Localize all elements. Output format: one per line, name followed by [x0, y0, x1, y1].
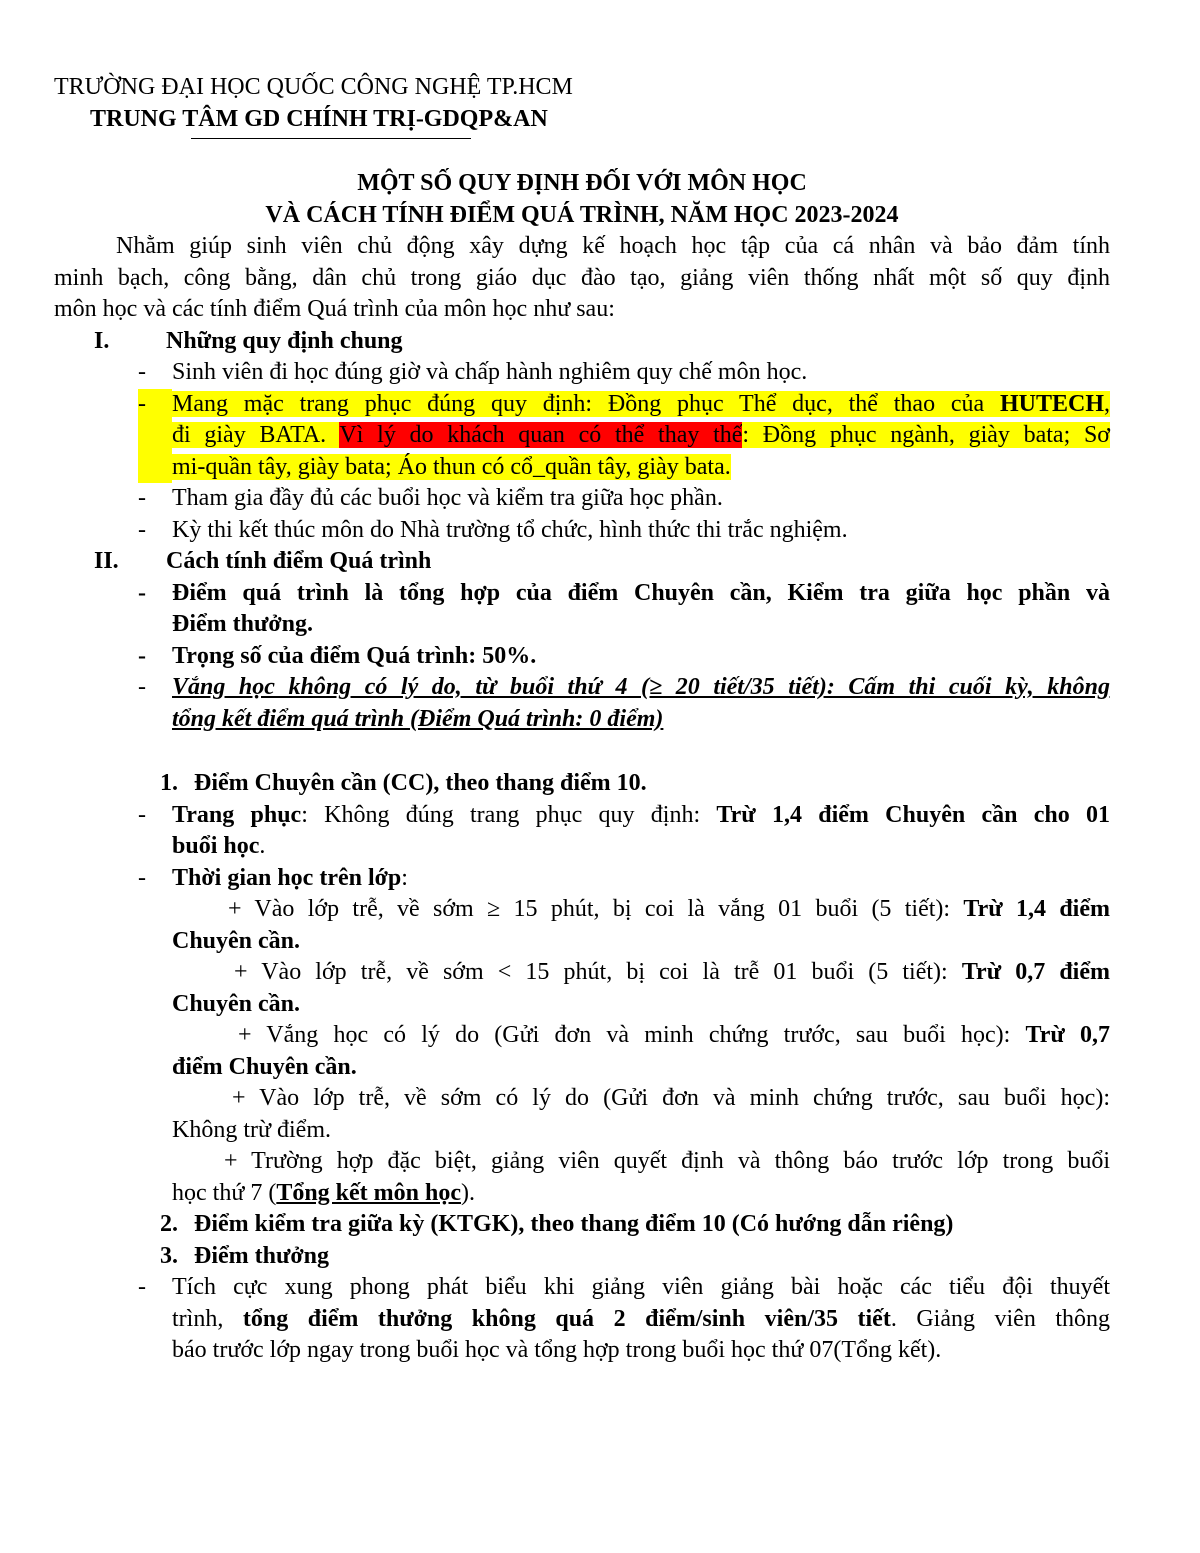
dash-bullet: -: [138, 1274, 146, 1300]
item-number: 2.: [160, 1211, 178, 1237]
list-item-body: [172, 863, 1110, 895]
bold-run: Trừ 1,4 điểm: [963, 896, 1110, 922]
numbered-heading-1: [54, 768, 1110, 800]
list-item-warning: [54, 672, 1110, 735]
dash-bullet: -: [138, 642, 146, 669]
text-line: báo trước lớp ngay trong buổi học và tổng hợp trong buổi học thứ 07(Tổng kết).: [172, 1337, 942, 1363]
text-run: đi giày BATA.: [172, 422, 340, 448]
item-title: Điểm Chuyên cần (CC), theo thang điểm 10.: [194, 770, 647, 796]
red-highlight: Vì lý do khách quan có thể thay thế: [339, 422, 743, 448]
list-item: [54, 515, 1110, 547]
bold-underline-run: Tổng kết môn học: [276, 1179, 462, 1206]
bold-run: tổng điểm thưởng không quá 2 điểm/sinh viên/35 tiết: [242, 1305, 891, 1332]
numbered-heading-2: [54, 1209, 1110, 1241]
dash-bullet: -: [138, 359, 146, 385]
text-line: Điểm quá trình là tổng hợp của điểm Chuyên cần, Kiểm tra giữa học phần và: [172, 579, 1110, 606]
rule-entry: [54, 1146, 1110, 1209]
list-item-body: [172, 800, 1110, 863]
list-item-text: Kỳ thi kết thúc môn do Nhà trường tổ chức, hình thức thi trắc nghiệm.: [172, 516, 848, 543]
rule-entry: [54, 894, 1110, 957]
bold-run: buổi học: [172, 833, 260, 859]
section-number: I.: [94, 327, 110, 354]
list-item-text: Trọng số của điểm Quá trình: 50%.: [172, 642, 537, 669]
text-line: + Vào lớp trễ, về sớm có lý do (Gửi đơn và minh chứng trước, sau buổi học):: [232, 1085, 1110, 1111]
bold-run: Trừ 0,7: [1025, 1022, 1111, 1048]
dash-bullet: -: [138, 864, 146, 891]
list-item-body: [172, 389, 1110, 484]
text-run: + Vào lớp trễ, về sớm ≥ 15 phút, bị coi là vắng 01 buổi (5 tiết):: [228, 896, 964, 922]
intro-paragraph: [54, 231, 1110, 326]
text-run: + Vào lớp trễ, về sớm < 15 phút, bị coi là trễ 01 buổi (5 tiết):: [234, 959, 962, 985]
brand-name: HUTECH: [999, 390, 1104, 417]
label-run: Thời gian học trên lớp: [172, 864, 402, 891]
section-title: Cách tính điểm Quá trình: [166, 548, 432, 574]
rule-entry: [54, 1083, 1110, 1146]
bold-run: Trừ 1,4 điểm Chuyên cần cho 01: [716, 801, 1111, 828]
text-line: [172, 1178, 1110, 1210]
list-item: [54, 483, 1110, 515]
section-title: Những quy định chung: [166, 327, 403, 354]
text-line: Điểm thưởng.: [172, 611, 314, 637]
list-item: [54, 357, 1110, 389]
bold-run: Trừ 0,7 điểm: [961, 959, 1110, 985]
text-line: + Trường hợp đặc biệt, giảng viên quyết định và thông báo trước lớp trong buổi: [224, 1148, 1110, 1174]
section-heading-1: [54, 326, 1110, 358]
text-line: [172, 957, 1110, 989]
text-line: Không trừ điểm.: [172, 1116, 331, 1143]
list-item: [54, 578, 1110, 641]
list-item-attire: [54, 800, 1110, 863]
text-run: mi-quần tây, giày bata; Áo thun có cổ_quần tây, giày bata.: [172, 453, 731, 480]
rule-entry: [54, 1020, 1110, 1083]
text-line: [172, 894, 1110, 926]
center-name-text: TRUNG TÂM GD CHÍNH TRỊ-GDQP&AN: [90, 105, 548, 132]
text-run: :: [401, 864, 408, 891]
list-item-body: [172, 1272, 1110, 1367]
text-line: Tích cực xung phong phát biểu khi giảng viên giảng bài hoặc các tiểu đội thuyết: [172, 1274, 1110, 1300]
text-line: [172, 420, 1110, 452]
intro-line: môn học và các tính điểm Quá trình của môn học như sau:: [54, 296, 615, 322]
list-item-highlighted: [54, 389, 1110, 484]
list-item-text: Sinh viên đi học đúng giờ và chấp hành nghiêm quy chế môn học.: [172, 359, 808, 385]
text-run: Mang mặc trang phục đúng quy định: Đồng phục Thể dục, thể thao của: [172, 390, 1000, 417]
section-heading-2: [54, 546, 1110, 578]
item-number: 1.: [160, 770, 178, 796]
text-run: .: [259, 833, 266, 859]
label-run: Trang phục: [172, 801, 302, 828]
text-line: [172, 452, 1110, 484]
text-line: điểm Chuyên cần.: [172, 1053, 357, 1080]
list-item-text: Tham gia đầy đủ các buổi học và kiểm tra giữa học phần.: [172, 485, 723, 511]
text-line: [172, 389, 1110, 421]
intro-line: minh bạch, công bằng, dân chủ trong giáo dục đào tạo, giảng viên thống nhất một số quy định: [54, 264, 1110, 291]
dash-bullet: -: [138, 485, 146, 511]
doc-title-line1: MỘT SỐ QUY ĐỊNH ĐỐI VỚI MÔN HỌC: [357, 170, 807, 196]
header-underline: [191, 138, 471, 140]
dash-bullet: -: [138, 579, 146, 606]
text-run: trình,: [172, 1305, 243, 1332]
text-run: . Giảng viên thông: [890, 1305, 1111, 1332]
item-title: Điểm kiểm tra giữa kỳ (KTGK), theo thang điểm 10 (Có hướng dẫn riêng): [194, 1211, 954, 1237]
item-title: Điểm thưởng: [194, 1242, 330, 1269]
text-run: ).: [461, 1179, 476, 1206]
list-item-body: [172, 578, 1110, 641]
center-name: [54, 104, 548, 136]
list-item-body: [172, 672, 1110, 735]
intro-line: Nhằm giúp sinh viên chủ động xây dựng kế hoạch học tập của cá nhân và bảo đảm tính: [116, 233, 1110, 259]
text-line: [172, 1020, 1110, 1052]
list-item-bonus: [54, 1272, 1110, 1367]
text-line: tổng kết điểm quá trình (Điểm Quá trình: 0 điểm): [172, 705, 664, 732]
text-line: [172, 831, 1110, 863]
university-name: TRƯỜNG ĐẠI HỌC QUỐC CÔNG NGHỆ TP.HCM: [54, 74, 573, 100]
list-item: [54, 641, 1110, 673]
dash-bullet: -: [138, 801, 146, 828]
text-line: Chuyên cần.: [172, 927, 301, 954]
text-run: : Không đúng trang phục quy định:: [301, 801, 717, 828]
text-line: Chuyên cần.: [172, 990, 301, 1017]
text-run: : Đồng phục ngành, giày bata; Sơ: [742, 422, 1110, 448]
text-line: [172, 800, 1110, 832]
text-run: + Vắng học có lý do (Gửi đơn và minh chứng trước, sau buổi học):: [238, 1022, 1026, 1048]
text-line: [172, 1304, 1110, 1336]
section-number: II.: [94, 548, 119, 574]
dash-bullet: -: [138, 389, 172, 484]
dash-bullet: -: [138, 516, 146, 543]
numbered-heading-3: [54, 1241, 1110, 1273]
dash-bullet: -: [138, 674, 146, 700]
item-number: 3.: [160, 1242, 178, 1269]
rule-entry: [54, 957, 1110, 1020]
text-run: ,: [1104, 390, 1110, 417]
list-item-time: [54, 863, 1110, 895]
text-run: học thứ 7 (: [172, 1179, 277, 1206]
text-line: Vắng học không có lý do, từ buổi thứ 4 (≥ 20 tiết/35 tiết): Cấm thi cuối kỳ, không: [172, 674, 1110, 700]
doc-title-line2: VÀ CÁCH TÍNH ĐIỂM QUÁ TRÌNH, NĂM HỌC 2023-2024: [265, 201, 899, 228]
